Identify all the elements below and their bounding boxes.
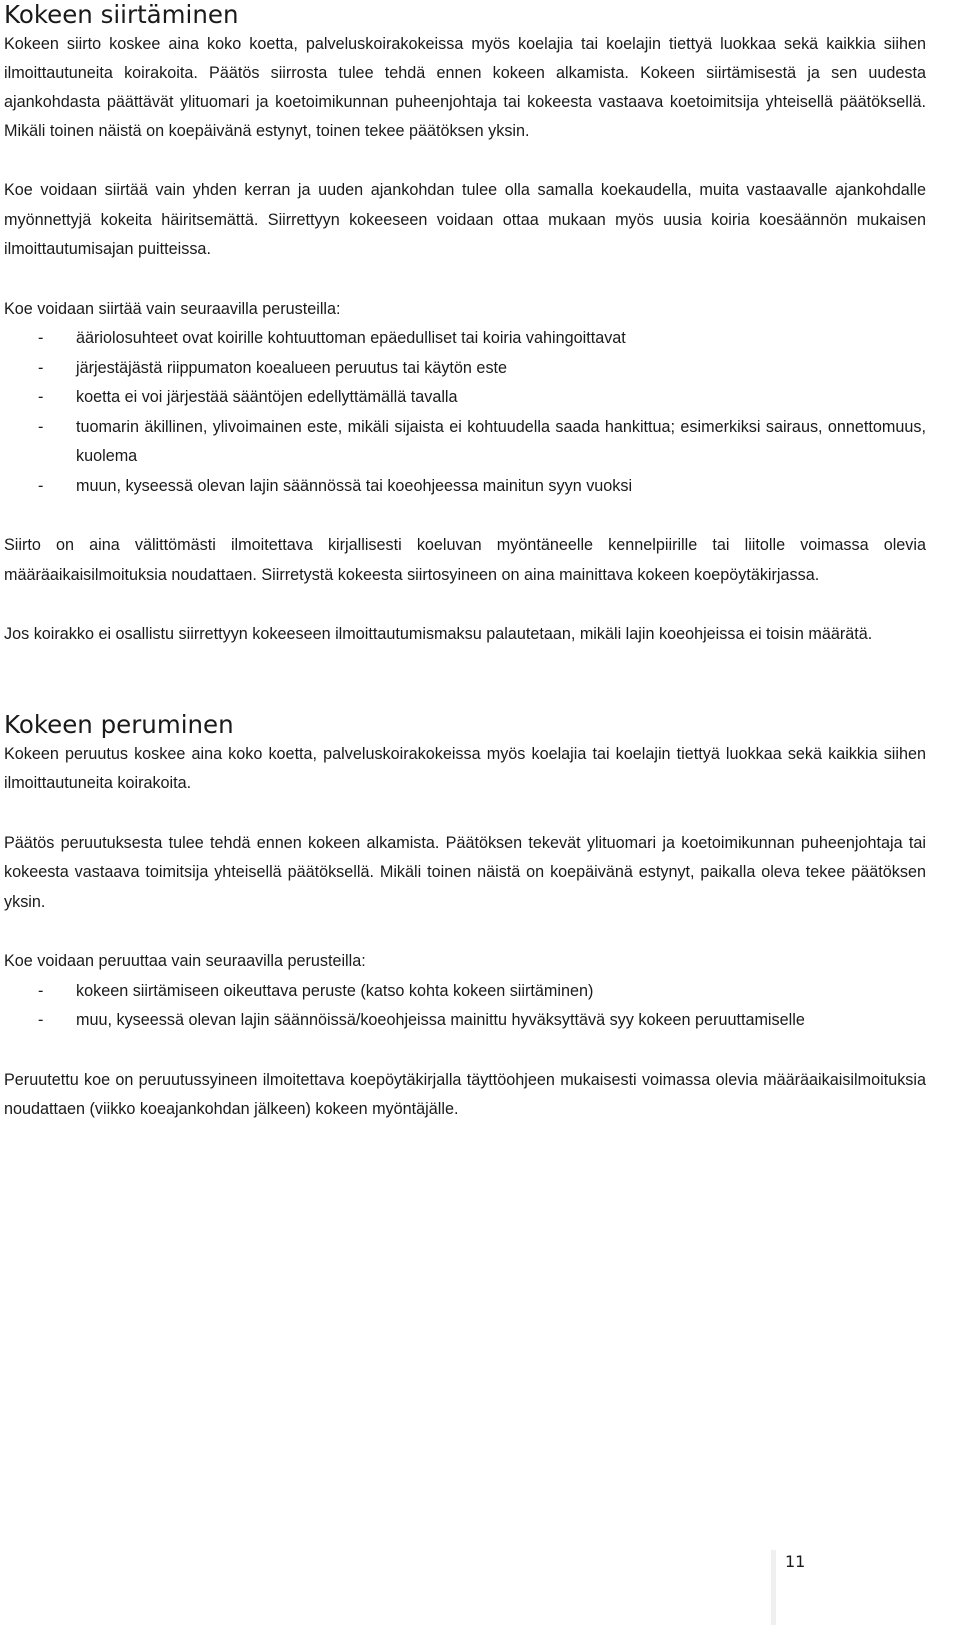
paragraph: Kokeen siirto koskee aina koko koetta, palveluskoirakokeissa myös koelajia tai koelajin tiettyä luokkaa sekä kaikkia siihen ilmoittautuneita koirakoita. Päätös siirrosta tulee tehdä ennen kokeen alkamista. Kokeen siirtämisestä ja sen uudesta ajankohdasta päättävät ylituomari ja koetoimikunnan puheenjohtaja tai kokeesta vastaava koetoimitsija yhteisellä päätöksellä. Mikäli toinen näistä on koepäivänä estynyt, toinen tekee päätöksen yksin. — [4, 35, 926, 140]
list-item-text: tuomarin äkillinen, ylivoimainen este, mikäli sijaista ei kohtuudella saada hankittua; esimerkiksi sairaus, onnettomuus, kuolema — [76, 417, 926, 465]
bullet-dash: - — [38, 417, 44, 436]
list-item — [4, 383, 926, 413]
bullet-list — [4, 324, 926, 501]
paragraph: Jos koirakko ei osallistu siirrettyyn kokeeseen ilmoittautumismaksu palautetaan, mikäli lajin koeohjeissa ei toisin määrätä. — [4, 625, 873, 643]
list-item — [4, 1006, 926, 1036]
bullet-dash: - — [38, 388, 44, 406]
section-heading-siirtaminen: Kokeen siirtäminen — [4, 0, 239, 29]
list-intro: Koe voidaan peruuttaa vain seuraavilla perusteilla: — [4, 952, 366, 970]
document-page — [4, 0, 926, 1125]
paragraph: Päätös peruutuksesta tulee tehdä ennen kokeen alkamista. Päätöksen tekevät ylituomari ja koetoimikunnan puheenjohtaja tai kokeesta vastaava toimitsija yhteisellä päätöksellä. Mikäli toinen näistä on koepäivänä estynyt, paikalla oleva tekee päätöksen yksin. — [4, 833, 926, 911]
paragraph: Peruutettu koe on peruutussyineen ilmoitettava koepöytäkirjalla täyttöohjeen mukaisesti voimassa olevia määräaikaisilmoituksia noudattaen (viikko koeajankohdan jälkeen) kokeen myöntäjälle. — [4, 1070, 926, 1118]
list-item — [4, 324, 926, 354]
bullet-dash: - — [38, 329, 44, 347]
list-intro: Koe voidaan siirtää vain seuraavilla perusteilla: — [4, 299, 341, 318]
bullet-list — [4, 977, 926, 1036]
list-item — [4, 472, 926, 502]
list-item-text: muun, kyseessä olevan lajin säännössä tai koeohjeessa mainitun syyn vuoksi — [76, 476, 633, 495]
list-item-text: kokeen siirtämiseen oikeuttava peruste (katso kohta kokeen siirtäminen) — [76, 981, 594, 1000]
list-item — [4, 354, 926, 384]
list-item-text: järjestäjästä riippumaton koealueen peruutus tai käytön este — [76, 358, 508, 377]
bullet-dash: - — [38, 476, 44, 495]
list-item-text: muu, kyseessä olevan lajin säännöissä/koeohjeissa mainittu hyväksyttävä syy kokeen peruuttamiselle — [76, 1011, 805, 1029]
list-item — [4, 977, 926, 1007]
bullet-dash: - — [38, 981, 44, 1000]
paragraph: Koe voidaan siirtää vain yhden kerran ja uuden ajankohdan tulee olla samalla koekaudella, muita vastaavalle ajankohdalle myönnettyjä kokeita häiritsemättä. Siirrettyyn kokeeseen voidaan ottaa mukaan myös uusia koiria koesäännön mukaisen ilmoittautumisajan puitteissa. — [4, 181, 926, 258]
list-item — [4, 413, 926, 472]
list-item-text: koetta ei voi järjestää sääntöjen edellyttämällä tavalla — [76, 388, 458, 406]
paragraph: Siirto on aina välittömästi ilmoitettava kirjallisesti koeluvan myöntäneelle kennelpiirille tai liitolle voimassa olevia määräaikaisilmoituksia noudattaen. Siirretystä kokeesta siirtosyineen on aina mainittava kokeen koepöytäkirjassa. — [4, 536, 926, 584]
list-item-text: ääriolosuhteet ovat koirille kohtuuttoman epäedulliset tai koiria vahingoittavat — [76, 329, 626, 347]
section-heading-peruminen: Kokeen peruminen — [4, 709, 234, 739]
page-number: 11 — [785, 1552, 806, 1571]
bullet-dash: - — [38, 1011, 44, 1029]
paragraph: Kokeen peruutus koskee aina koko koetta, palveluskoirakokeissa myös koelajia tai koelajin tiettyä luokkaa sekä kaikkia siihen ilmoittautuneita koirakoita. — [4, 744, 926, 792]
bullet-dash: - — [38, 358, 44, 377]
footer-rule — [771, 1550, 776, 1625]
